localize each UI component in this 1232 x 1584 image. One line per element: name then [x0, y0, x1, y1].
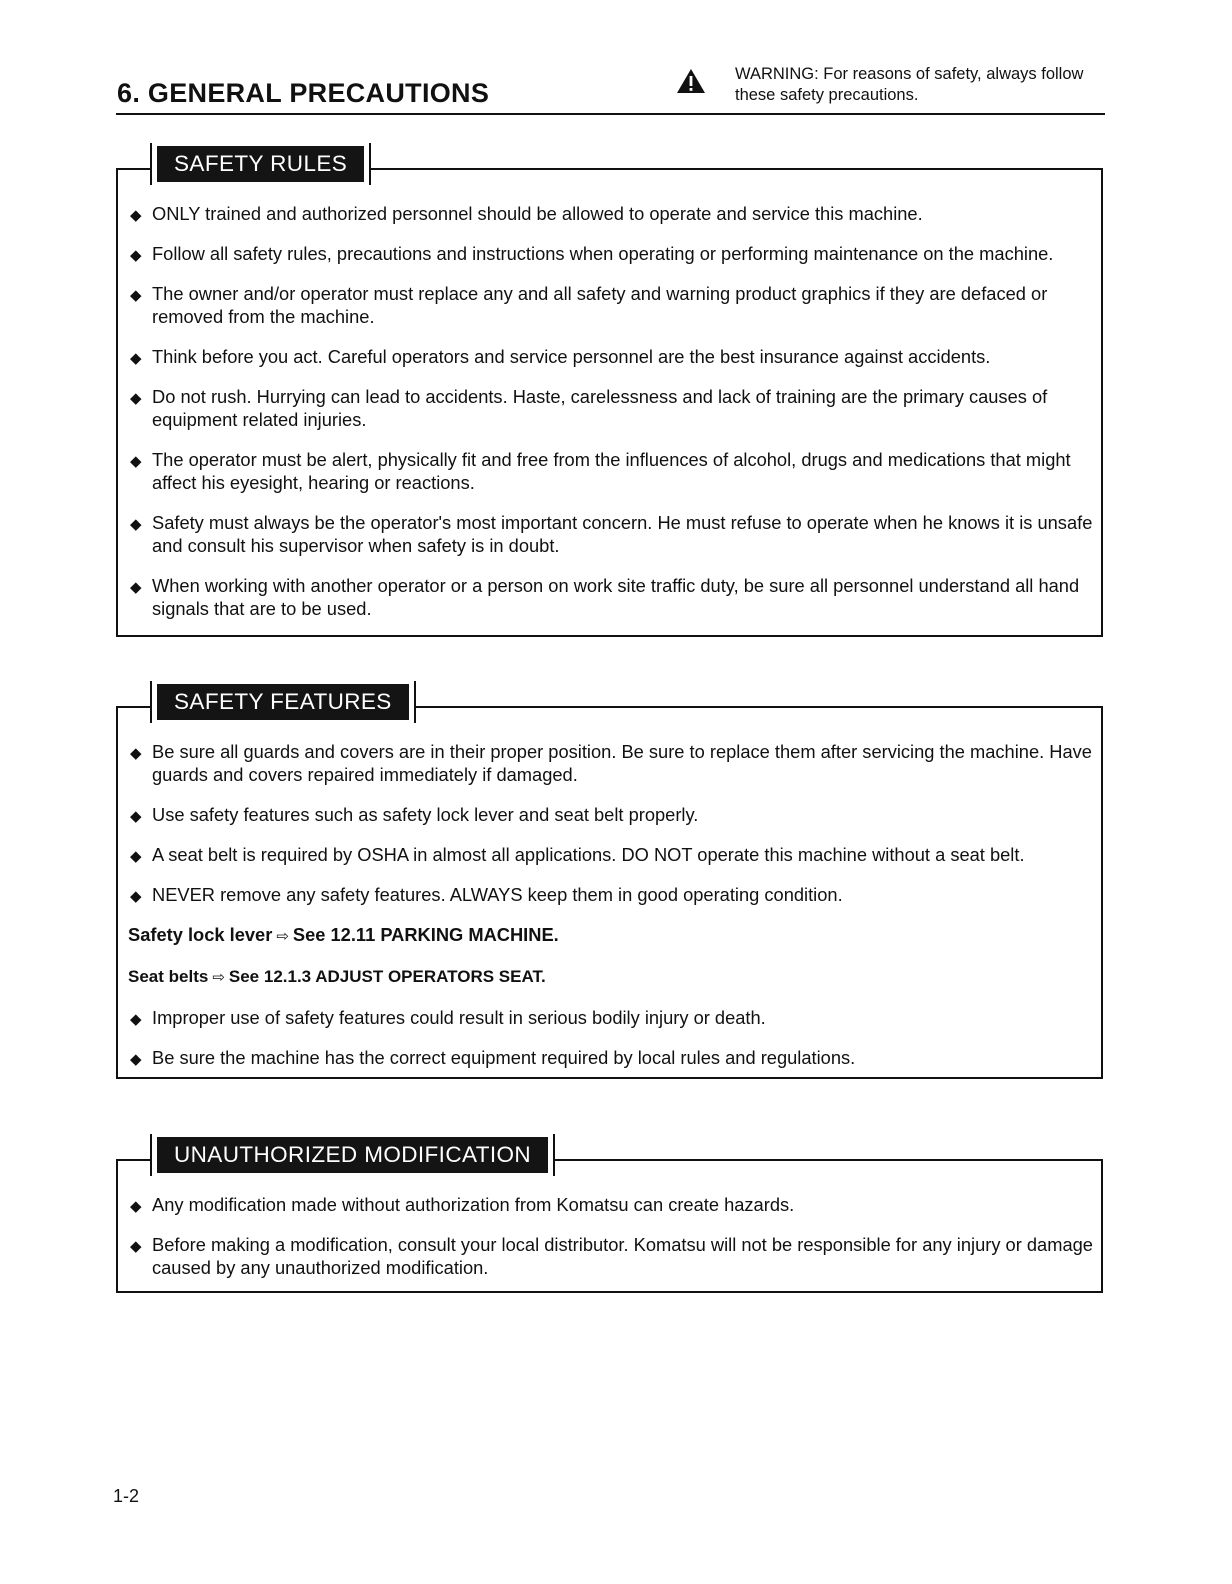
page-number: 1-2 — [113, 1486, 140, 1506]
warning-note — [735, 64, 1115, 106]
section-tab — [150, 1134, 555, 1176]
diamond-bullet-icon: ◆ — [130, 453, 142, 470]
list-item: ◆ Be sure all guards and covers are in their proper position. Be sure to replace them after servicing the machine. Have guards and covers repaired immediately if damaged. — [130, 741, 1092, 785]
unauthorized-modification-section — [116, 1142, 1103, 1293]
diamond-bullet-icon: ◆ — [130, 1051, 142, 1068]
reference-seat-belts: Seat belts ⇨ See 12.1.3 ADJUST OPERATORS SEAT. — [128, 967, 546, 986]
diamond-bullet-icon: ◆ — [130, 1238, 142, 1255]
diamond-bullet-icon: ◆ — [130, 888, 142, 905]
diamond-bullet-icon: ◆ — [130, 207, 142, 224]
diamond-bullet-icon: ◆ — [130, 287, 142, 304]
diamond-bullet-icon: ◆ — [130, 350, 142, 367]
safety-rules-section — [116, 151, 1103, 637]
list-item: ◆ Think before you act. Careful operators and service personnel are the best insurance against accidents. — [128, 345, 1093, 368]
page-title: 6. GENERAL PRECAUTIONS — [117, 78, 490, 108]
list-item: ◆ ONLY trained and authorized personnel should be allowed to operate and service this machine. — [128, 202, 1093, 225]
diamond-bullet-icon: ◆ — [130, 1198, 142, 1215]
reference-safety-lock-lever: Safety lock lever ⇨ See 12.11 PARKING MACHINE. — [128, 924, 559, 945]
diamond-bullet-icon: ◆ — [130, 848, 142, 865]
list-item: ◆ Use safety features such as safety lock lever and seat belt properly. — [128, 803, 1093, 826]
section-heading: UNAUTHORIZED MODIFICATION — [155, 1137, 550, 1173]
list-item: ◆ Follow all safety rules, precautions and instructions when operating or performing maintenance on the machine. — [128, 242, 1093, 265]
warning-line-2: these safety precautions. — [735, 86, 919, 104]
diamond-bullet-icon: ◆ — [130, 745, 142, 762]
diamond-bullet-icon: ◆ — [130, 390, 142, 407]
arrow-right-icon: ⇨ — [276, 928, 289, 945]
list-item: ◆ Do not rush. Hurrying can lead to accidents. Haste, carelessness and lack of training are the primary causes of equipment related injuries. — [130, 386, 1048, 430]
section-tab — [150, 681, 416, 723]
title-rule — [116, 113, 1105, 115]
warning-line-1: WARNING: For reasons of safety, always follow — [735, 65, 1084, 83]
section-tab — [150, 143, 371, 185]
list-item: ◆ Improper use of safety features could result in serious bodily injury or death. — [128, 1006, 1093, 1029]
diamond-bullet-icon: ◆ — [130, 579, 142, 596]
arrow-right-icon: ⇨ — [212, 969, 225, 986]
diamond-bullet-icon: ◆ — [130, 516, 142, 533]
list-item: ◆ When working with another operator or a person on work site traffic duty, be sure all personnel understand all hand signals that are to be used. — [130, 575, 1080, 619]
list-item: ◆ A seat belt is required by OSHA in almost all applications. DO NOT operate this machine without a seat belt. — [128, 843, 1093, 866]
list-item: ◆ Be sure the machine has the correct equipment required by local rules and regulations. — [128, 1046, 1093, 1069]
diamond-bullet-icon: ◆ — [130, 247, 142, 264]
list-item: ◆ Safety must always be the operator's most important concern. He must refuse to operate when he knows it is unsafe and consult his supervisor when safety is in doubt. — [130, 512, 1093, 556]
list-item: ◆ The operator must be alert, physically fit and free from the influences of alcohol, drugs and medications that might affect his eyesight, hearing or reactions. — [130, 449, 1071, 493]
diamond-bullet-icon: ◆ — [130, 1011, 142, 1028]
section-heading: SAFETY FEATURES — [155, 684, 411, 720]
list-item: ◆ Any modification made without authorization from Komatsu can create hazards. — [128, 1193, 1093, 1216]
safety-features-section — [116, 689, 1103, 1079]
diamond-bullet-icon: ◆ — [130, 808, 142, 825]
list-item: ◆ NEVER remove any safety features. ALWAYS keep them in good operating condition. — [128, 883, 1093, 906]
list-item: ◆ Before making a modification, consult your local distributor. Komatsu will not be responsible for any injury or damage caused by any unauthorized modification. — [130, 1234, 1093, 1278]
section-heading: SAFETY RULES — [155, 146, 366, 182]
list-item: ◆ The owner and/or operator must replace any and all safety and warning product graphics if they are defaced or removed from the machine. — [130, 283, 1048, 327]
warning-triangle-icon — [676, 68, 706, 94]
